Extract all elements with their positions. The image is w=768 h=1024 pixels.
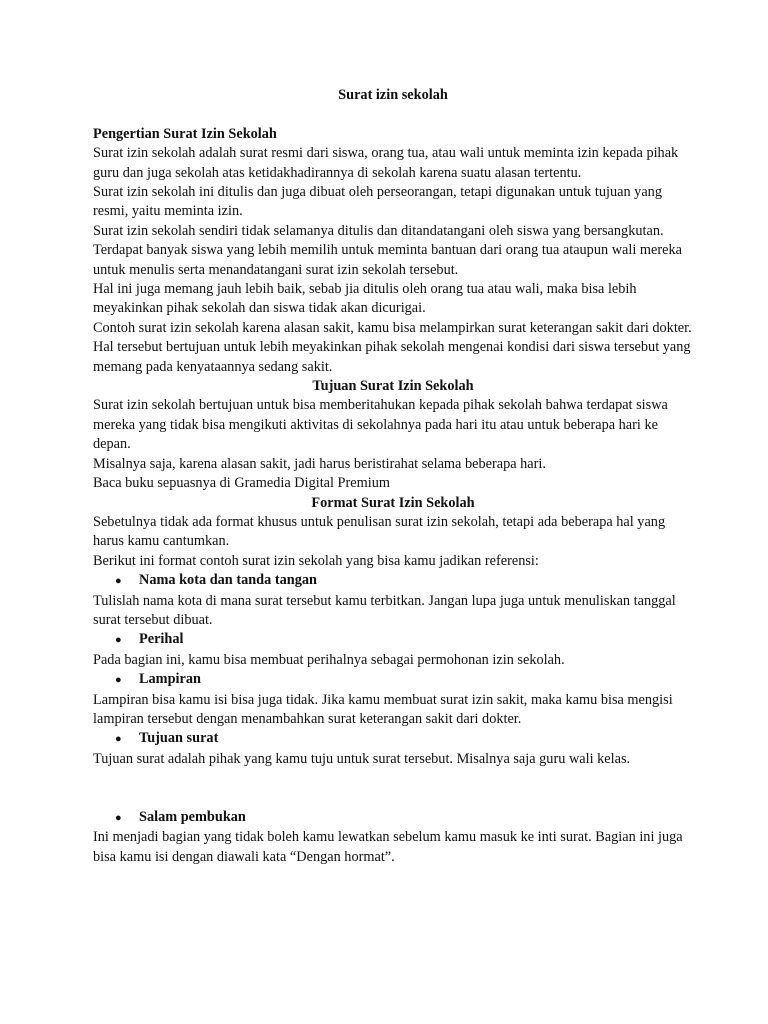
bullet-icon: ●: [115, 674, 122, 687]
paragraph: Sebetulnya tidak ada format khusus untuk penulisan surat izin sekolah, tetapi ada beberapa hal yang harus kamu cantumkan.: [93, 513, 666, 550]
blank-space: [93, 769, 693, 808]
section-heading-tujuan: Tujuan Surat Izin Sekolah: [312, 378, 474, 395]
paragraph: Baca buku sepuasnya di Gramedia Digital Premium: [93, 475, 390, 492]
document-body: [93, 86, 693, 867]
bullet-label: Tujuan surat: [139, 730, 219, 747]
paragraph: Contoh surat izin sekolah karena alasan sakit, kamu bisa melampirkan surat keterangan sakit dari dokter.: [93, 319, 692, 336]
bullet-description: Ini menjadi bagian yang tidak boleh kamu lewatkan sebelum kamu masuk ke inti surat. Bagian ini juga bisa kamu isi dengan diawali kata “Dengan hormat”.: [93, 829, 683, 865]
bullet-icon: ●: [115, 634, 122, 647]
bullet-label: Lampiran: [139, 671, 201, 688]
paragraph: Surat izin sekolah sendiri tidak selamanya ditulis dan ditandatangani oleh siswa yang bersangkutan.: [93, 222, 664, 239]
bullet-item: [93, 729, 693, 749]
section-heading-format: Format Surat Izin Sekolah: [311, 494, 475, 511]
bullet-icon: ●: [115, 812, 122, 824]
bullet-item: [93, 808, 693, 828]
bullet-description: Pada bagian ini, kamu bisa membuat perihalnya sebagai permohonan izin sekolah.: [93, 651, 565, 668]
paragraph: Berikut ini format contoh surat izin sekolah yang bisa kamu jadikan referensi:: [93, 552, 539, 569]
paragraph: Surat izin sekolah ini ditulis dan juga dibuat oleh perseorangan, tetapi digunakan untuk tujuan yang resmi, yaitu meminta izin.: [93, 184, 662, 220]
bullet-icon: ●: [115, 733, 122, 746]
bullet-icon: ●: [115, 575, 122, 588]
paragraph: Hal tersebut bertujuan untuk lebih meyakinkan pihak sekolah mengenai kondisi dari siswa tersebut yang memang pada kenyataannya sedang sakit.: [93, 339, 691, 375]
bullet-description: Tulislah nama kota di mana surat tersebut kamu terbitkan. Jangan lupa juga untuk menuliskan tanggal surat tersebut dibuat.: [93, 592, 676, 628]
bullet-label: Salam pembukan: [139, 809, 246, 825]
paragraph: Hal ini juga memang jauh lebih baik, sebab jia ditulis oleh orang tua atau wali, maka bisa lebih meyakinkan pihak sekolah dan siswa tidak akan dicurigai.: [93, 281, 637, 317]
paragraph: Terdapat banyak siswa yang lebih memilih untuk meminta bantuan dari orang tua ataupun wali mereka untuk menulis serta menandatangani surat izin sekolah tersebut.: [93, 242, 682, 278]
bullet-description: Lampiran bisa kamu isi bisa juga tidak. Jika kamu membuat surat izin sakit, maka kamu bisa mengisi lampiran tersebut dengan menambahkan surat keterangan sakit dari dokter.: [93, 691, 673, 727]
bullet-label: Nama kota dan tanda tangan: [139, 572, 317, 589]
page-title: Surat izin sekolah: [338, 87, 448, 103]
section-heading-pengertian: Pengertian Surat Izin Sekolah: [93, 125, 277, 142]
paragraph: Surat izin sekolah bertujuan untuk bisa memberitahukan kepada pihak sekolah bahwa terdapat siswa mereka yang tidak bisa mengikuti aktivitas di sekolahnya pada hari itu atau untuk beberapa hari ke depan.: [93, 397, 668, 453]
bullet-description: Tujuan surat adalah pihak yang kamu tuju untuk surat tersebut. Misalnya saja guru wali kelas.: [93, 750, 631, 767]
bullet-label: Perihal: [139, 631, 184, 648]
bullet-item: [93, 670, 693, 690]
paragraph: Surat izin sekolah adalah surat resmi dari siswa, orang tua, atau wali untuk meminta izin kepada pihak guru dan juga sekolah atas ketidakhadirannya di sekolah karena suatu alasan tertentu.: [93, 145, 679, 181]
bullet-item: [93, 571, 693, 591]
bullet-item: [93, 630, 693, 650]
paragraph: Misalnya saja, karena alasan sakit, jadi harus beristirahat selama beberapa hari.: [93, 455, 546, 472]
